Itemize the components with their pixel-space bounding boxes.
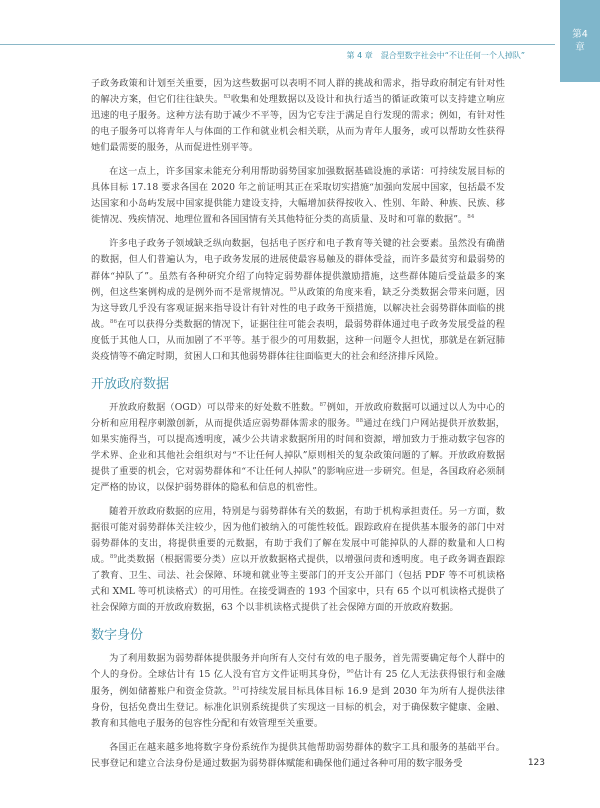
chapter-tab [560,0,600,82]
section-heading-digital-id: 数字身份 [91,628,144,644]
paragraph: 许多电子政务子领域缺乏纵向数据，包括电子医疗和电子教育等关键的社会要素。虽然没有确凿的数据，但人们普遍认为，电子政务发展的进展使最容易触及的群体受益，而许多最贫穷和最弱势的群体“掉队了”。虽然有各种研究介绍了向特定弱势群体提供激励措施，这些群体随后受益最多的案例，但这些案例构成的是例外而不是常规情况。$^{85}$从政策的角度来看，缺乏分类数据会带来问题，因为这导致几乎没有客观证据来指导设计有针对性的电子政务干预措施，以解决社会弱势群体面临的挑战。$^{86}$在可以获得分类数据的情况下，证据往往可能会表明，最弱势群体通过电子政务发展受益的程度低于其他人口，从而加剧了不平等。基于很少的可用数据，这种一问题令人担忧，那就是在新冠肺炎疫情等不确定时期，贫困人口和其他弱势群体往往面临更大的社会和经济排斥风险。 [91,238,505,362]
paragraph: 随着开放政府数据的应用，特别是与弱势群体有关的数据，有助于机构承担责任。另一方面，数据很可能对弱势群体关注较少，因为他们被纳入的可能性较低。跟踪政府在提供基本服务的部门中对弱势群体的支出，将提供重要的元数据，有助于我们了解在发展中可能掉队的人群的数量和人口构成。$^{89}$此类数据（根据需要分类）应以开放数据格式提供，以增强问责和透明度。电子政务调查跟踪了教育、卫生、司法、社会保障、环境和就业等主要部门的开支公开部门（包括 PDF 等不可机读格式和 XML 等可机读格式）的可用性。在接受调查的 193 个国家中，只有 65 个以可机读格式提供了社会保障方面的开放政府数据，63 个以非机读格式提供了社会保障方面的开放政府数据。 [91,506,505,614]
paragraph: 子政务政策和计划至关重要，因为这些数据可以表明不同人群的挑战和需求，指导政府制定有针对性的解决方案，但它们往往缺失。$^{83}$收集和处理数据以及设计和执行适当的循证政策可以支持建立响应迅速的电子服务。这种方法有助于减少不平等，因为它专注于满足自行发现的需求；例如，有针对性的电子服务可以将青年人与体面的工作和就业机会相关联，从而为青年人服务，或可以帮助女性获得她们最需要的服务，从而促进性别平等。 [91,78,505,154]
header-rule [0,44,555,45]
paragraph: 各国正在越来越多地将数字身份系统作为提供其他帮助弱势群体的数字工具和服务的基础平台。民事登记和建立合法身份是通过数据为弱势群体赋能和确保他们通过各种可用的数字服务受 [91,741,505,769]
running-head: 第 4 章 混合型数字社会中“不让任何一个人掉队” [346,51,525,60]
page-number: 123 [527,758,545,768]
chapter-tab-line1: 第4 [572,29,588,40]
footnote-ref: 91 [232,685,240,692]
footnote-ref: 89 [109,554,118,561]
paragraph: 为了利用数据为弱势群体提供服务并向所有人交付有效的电子服务，首先需要确定每个人群中的个人的身份。全球估计有 15 亿人没有官方文件证明其身份，$^{90}$估计有 25 亿人无法获得银行和金融服务，例如储蓄账户和资金贷款。$^{91}$可持续发展目标具体目标 16.9 是到 2030 年为所有人提供法律身份，包括免费出生登记。标准化识别系统提供了实现这一目标的机会，对于确保数字健康、金融、教育和其他电子服务的包容性分配和有效管理至关重要。 [91,653,506,729]
footnote-ref: 85 [289,286,297,293]
footnote-ref: 83 [223,93,231,100]
page-body [91,76,505,780]
chapter-tab-line2: 章 [575,42,585,53]
footnote-ref: 86 [109,318,118,325]
footnote-ref: 84 [467,214,475,221]
paragraph: 在这一点上，许多国家未能充分利用帮助弱势国家加强数据基础设施的承诺：可持续发展目标的具体目标 17.18 要求各国在 2020 年之前证明其正在采取切实措施“加强向发展中国家，包括最不发达国家和小岛屿发展中国家提供能力建设支持，大幅增加获得按收入、性别、年龄、种族、民族、移徙情况、残疾情况、地理位置和各国国情有关其他特征分类的高质量、及时和可靠的数据”。$^{84}$ [91,166,505,226]
paragraph: 开放政府数据（OGD）可以带来的好处数不胜数。$^{87}$例如，开放政府数据可以通过以人为中心的分析和应用程序刺激创新，从而提供适应弱势群体需求的服务。$^{88}$通过在线门户网站提供开放数据，如果实施得当，可以提高透明度，减少公共请求数据所用的时间和资源，增加致力于推动数字包容的学术界、企业和其他社会组织对与“不让任何人掉队”原则相关的复杂政策问题的了解。开放政府数据提供了重要的机会，它对弱势群体和“不让任何人掉队”的影响应进一步研究。但是，各国政府必须制定严格的协议，以保护弱势群体的隐私和信息的机密性。 [91,401,505,494]
footnote-ref: 88 [355,417,364,424]
section-heading-ogd: 开放政府数据 [91,376,170,392]
footnote-ref: 87 [319,401,327,408]
footnote-ref: 90 [346,669,354,676]
